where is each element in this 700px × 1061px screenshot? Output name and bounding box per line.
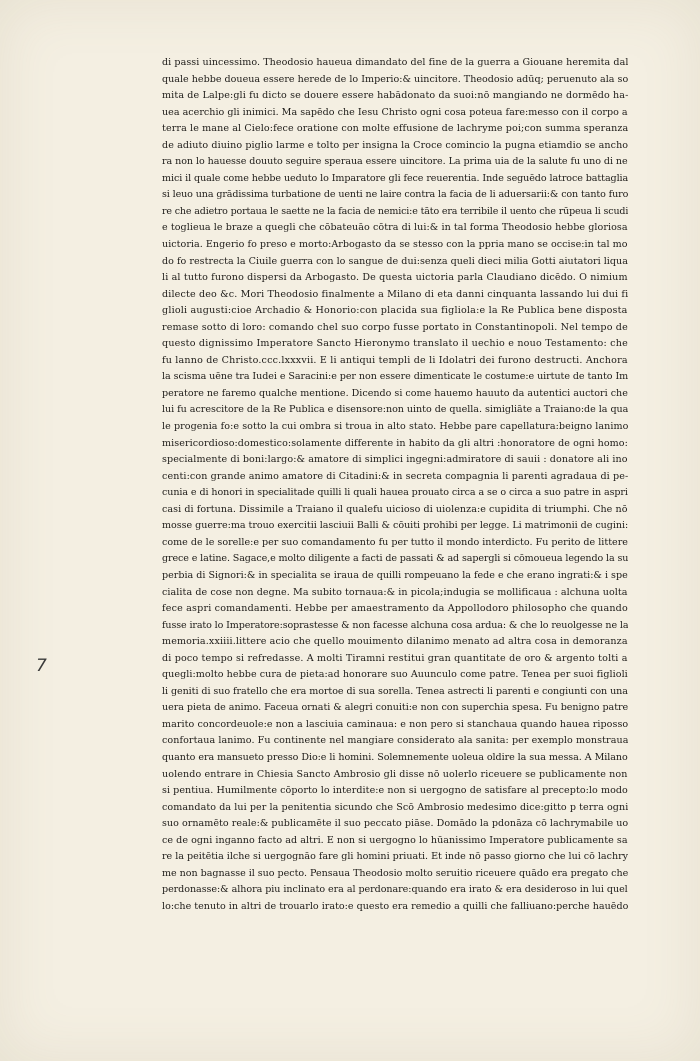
- text-line: uea acerchio gli inimici. Ma sapēdo che Iesu Christo ogni cosa poteua fare:messo con il corpo a: [162, 106, 628, 118]
- text-line: grece e latine. Sagace,e molto diligente a facti de passati & ad sapergli si cōmoueua legendo la su: [162, 553, 628, 565]
- text-line: lo:che tenuto in altri de trouarlo irato:e questo era remedio a quilli che falliuano:perche hauēdo: [162, 900, 628, 912]
- text-line: quale hebbe doueua essere herede de lo Imperio:& uincitore. Theodosio adūq; peruenuto ala so: [162, 73, 628, 85]
- text-line: misericordioso:domestico:solamente differente in habito da gli altri :honoratore de ogni homo:: [162, 437, 628, 449]
- text-line: di poco tempo si refredasse. A molti Tiramni restitui gran quantitate de oro & argento tolti a: [162, 652, 628, 664]
- text-line: centi:con grande animo amatore di Citadini:& in secreta compagnia li parenti agradaua di pe-: [162, 470, 628, 482]
- text-line: si pentiua. Humilmente cōporto lo interdite:e non si uergogno de satisfare al precepto:lo modo: [162, 785, 628, 797]
- text-line: de adiuto diuino piglio larme e tolto per insigna la Croce comincio la pugna etiamdio se ancho: [162, 139, 628, 151]
- text-line: comandato da lui per la penitentia sicundo che Scō Ambrosio medesimo dice:gitto p terra ogni: [162, 801, 628, 813]
- text-line: perbia di Signori:& in specialita se iraua de quilli rompeuano la fede e che erano ingrati:& i spe: [162, 569, 628, 581]
- text-line: cialita de cose non degne. Ma subito tornaua:& in picola;indugia se mollificaua : alchuna uolta: [162, 586, 628, 598]
- text-line: dilecte deo &c. Mori Theodosio finalmente a Milano di eta danni cinquanta lassando lui dui fi: [162, 288, 628, 300]
- text-line: me non bagnasse il suo pecto. Pensaua Theodosio molto seruitio riceuere quādo era pregato che: [162, 867, 628, 879]
- margin-note: 7: [36, 656, 47, 676]
- text-line: di passi uincessimo. Theodosio haueua dimandato del fine de la guerra a Giouane heremita dal: [162, 57, 628, 68]
- text-line: le progenia fo:e sotto la cui ombra si troua in alto stato. Hebbe pare capellatura:beigno lanimo: [162, 421, 628, 433]
- text-line: ra non lo hauesse douuto seguire speraua essere uincitore. La prima uia de la salute fu uno di ne: [162, 156, 628, 168]
- text-line: la scisma uēne tra Iudei e Saracini:e per non essere dimenticate le costume:e uirtute de tanto Im: [162, 371, 628, 383]
- text-line: lui fu acrescitore de la Re Publica e disensore:non uinto de quella. simigliāte a Traiano:de la qua: [162, 404, 628, 416]
- text-line: glioli augusti:cioe Archadio & Honorio:con placida sua figliola:e la Re Publica bene disposta: [162, 305, 628, 317]
- text-line: terra le mane al Cielo:fece oratione con molte effusione de lachryme poi;con summa speranza: [162, 123, 628, 135]
- text-line: fu lanno de Christo.ccc.lxxxvii. E li antiqui templi de li Idolatri dei furono destructi. Anchora: [162, 354, 628, 366]
- text-line: specialmente di boni:largo:& amatore di simplici ingegni:admiratore di sauii : donatore ali ino: [162, 454, 628, 466]
- text-line: e toglieua le braze a quegli che cōbateuāo cōtra di lui:& in tal forma Theodosio hebbe gloriosa: [162, 222, 628, 234]
- text-line: remase sotto di loro: comando chel suo corpo fusse portato in Constantinopoli. Nel tempo de: [162, 321, 628, 333]
- text-line: memoria.xxiiii.littere acio che quello mouimento dilanimo menato ad altra cosa in demoranza: [162, 636, 628, 648]
- text-line: si leuo una grādissima turbatione de uenti ne laire contra la facia de li aduersarii:& con tanto furo: [162, 189, 628, 201]
- text-line: perdonasse:& alhora piu inclinato era al perdonare:quando era irato & era desideroso in lui quel: [162, 884, 628, 896]
- text-line: re che adietro portaua le saette ne la facia de nemici:e tāto era terribile il uento che rūpeua li scudi: [162, 205, 628, 217]
- text-line: marito concordeuole:e non a lasciuia caminaua: e non pero si stanchaua quando hauea riposso: [162, 718, 628, 730]
- text-line: questo dignissimo Imperatore Sancto Hieronymo translato il uechio e nouo Testamento: che: [162, 338, 628, 350]
- text-line: fusse irato lo Imperatore:soprastesse & non facesse alchuna cosa ardua: & che lo reuolgesse ne la: [162, 619, 628, 631]
- text-line: uera pieta de animo. Faceua ornati & alegri conuiti:e non con superchia spesa. Fu benigno patre: [162, 702, 628, 714]
- text-line: mosse guerre:ma trouo exercitii lasciuii Balli & cōuiti prohibi per legge. Li matrimonii de cugini:: [162, 520, 628, 532]
- text-line: cunia e di honori in specialitade quilli li quali hauea prouato circa a se o circa a suo patre in aspri: [162, 487, 628, 499]
- text-block: [162, 55, 628, 915]
- text-line: mici il quale come hebbe ueduto lo Imparatore gli fece reuerentia. Inde seguēdo latroce battaglia: [162, 172, 628, 184]
- text-line: quanto era mansueto presso Dio:e li homini. Solemnemente uoleua oldire la sua messa. A Milano: [162, 751, 628, 763]
- text-line: come de le sorelle:e per suo comandamento fu per tutto il mondo interdicto. Fu perito de littere: [162, 536, 628, 548]
- text-line: li geniti di suo fratello che era mortoe di sua sorella. Tenea astrecti li parenti e congiunti con una: [162, 685, 628, 697]
- text-line: li al tutto furono dispersi da Arbogasto. De questa uictoria parla Claudiano dicēdo. O nimium: [162, 272, 628, 284]
- text-line: do fo restrecta la Ciuile guerra con lo sangue de dui:senza queli dieci milia Gotti aiutatori liqua: [162, 255, 628, 267]
- text-line: confortaua lanimo. Fu continente nel mangiare considerato ala sanita: per exemplo monstraua: [162, 735, 628, 747]
- text-line: uictoria. Engerio fo preso e morto:Arbogasto da se stesso con la ppria mano se occise:in tal mo: [162, 239, 628, 251]
- text-line: peratore ne faremo qualche mentione. Dicendo si come hauemo hauuto da autentici auctori che: [162, 387, 628, 399]
- text-line: fece aspri comandamenti. Hebbe per amaestramento da Appollodoro philosopho che quando: [162, 603, 628, 615]
- text-line: mita de Lalpe:gli fu dicto se douere essere habādonato da suoi:nō mangiando ne dormēdo ha-: [162, 90, 628, 102]
- text-line: re la peitētia ilche si uergognāo fare gli homini priuati. Et inde nō passo giorno che lui cō lachry: [162, 851, 628, 863]
- text-line: uolendo entrare in Chiesia Sancto Ambrosio gli disse nō uolerlo riceuere se publicamente non: [162, 768, 628, 780]
- text-line: casi di fortuna. Dissimile a Traiano il qualefu uicioso di uiolenza:e cupidita di triumphi. Che nō: [162, 503, 628, 515]
- text-line: quegli:molto hebbe cura de pieta:ad honorare suo Auunculo come patre. Tenea per suoi figlioli: [162, 669, 628, 681]
- text-line: ce de ogni inganno facto ad altri. E non si uergogno lo hūanissimo Imperatore publicamente sa: [162, 834, 628, 846]
- text-line: suo ornamēto reale:& publicamēte il suo peccato piāse. Domādo la pdonāza cō lachrymabile uo: [162, 818, 628, 830]
